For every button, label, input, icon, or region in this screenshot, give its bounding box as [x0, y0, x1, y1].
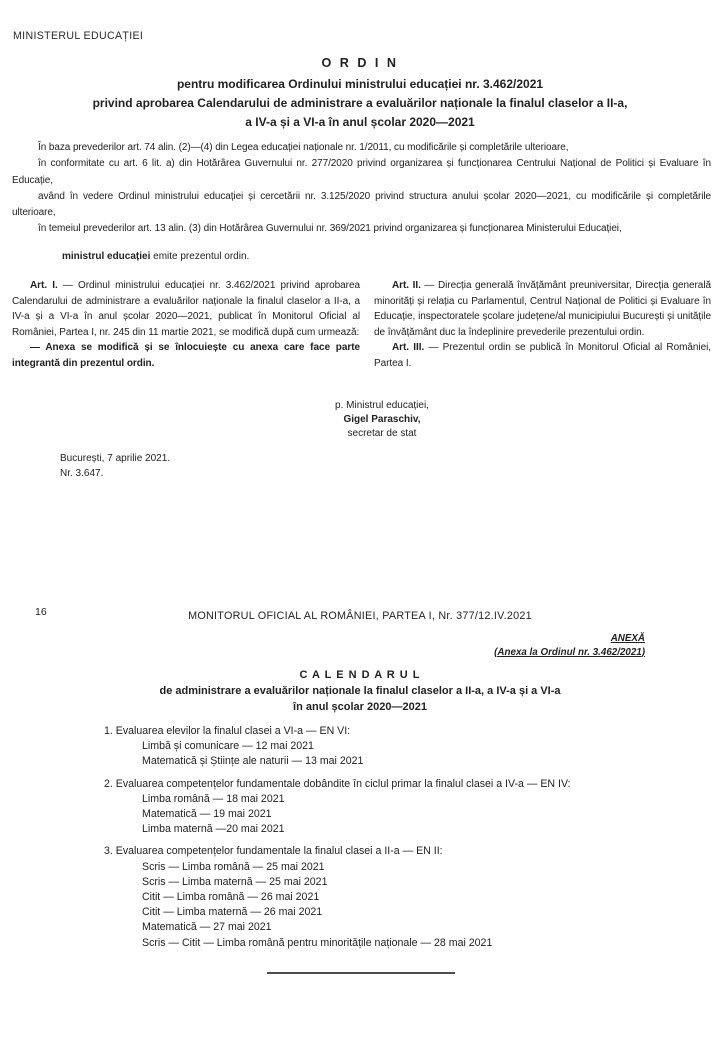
annex-heading [494, 632, 645, 659]
calendar-list [104, 724, 714, 958]
articles-column-right [374, 278, 711, 372]
calendar-entry: Scris — Citit — Limba română pentru minoritățile naționale — 28 mai 2021 [142, 936, 493, 949]
annex-reference: (Anexa la Ordinul nr. 3.462/2021) [494, 646, 645, 658]
issued-block [60, 452, 170, 482]
article-3 [374, 340, 711, 371]
calendar-item-3 [104, 844, 714, 950]
calendar-title: C A L E N D A R U L [299, 669, 421, 681]
issuing-clause-rest: emite prezentul ordin. [150, 251, 250, 262]
calendar-entry: Citit — Limba maternă — 26 mai 2021 [142, 906, 323, 919]
calendar-item-1 [104, 724, 714, 770]
article-2-label: Art. II. [392, 280, 421, 291]
article-2 [374, 278, 711, 340]
calendar-item-3-heading: 3. Evaluarea competențelor fundamentale la finalul clasei a II-a — EN II: [104, 845, 443, 858]
ministry-name: MINISTERUL EDUCAȚIEI [13, 30, 144, 42]
calendar-item-2-heading: 2. Evaluarea competențelor fundamentale dobândite în ciclul primar la finalul clasei a IV-a — EN IV: [104, 777, 571, 790]
calendar-entry: Matematică — 27 mai 2021 [142, 921, 272, 934]
page-number: 16 [35, 606, 47, 618]
calendar-entry: Matematică și Științe ale naturii — 13 mai 2021 [142, 755, 364, 768]
calendar-entry: Limba maternă —20 mai 2021 [142, 823, 285, 836]
article-1-body: — Ordinul ministrului educației nr. 3.462/2021 privind aprobarea Calendarului de administrare a evaluărilor naționale la finalul claselor a II-a, a IV-a și a VI-a în anul școlar 2020—2021, publicat în Monitorul Oficial al României, Partea I, nr. 245 din 11 martie 2021, se modifică după cum urmează: [12, 280, 360, 338]
issuing-authority: ministrul educației [62, 251, 151, 262]
preamble-paragraph-2: în conformitate cu art. 6 lit. a) din Hotărârea Guvernului nr. 277/2020 privind organizarea și funcționarea Centrului Național de Politici și Evaluare în Educație, [12, 158, 711, 186]
calendar-entry: Scris — Limba maternă — 25 mai 2021 [142, 875, 328, 888]
article-1-amendment: — Anexa se modifică și se înlocuiește cu anexa care face parte integrantă din prezentul ordin. [12, 342, 360, 369]
signature-per: p. Ministrul educației, [335, 400, 429, 411]
order-heading [0, 56, 720, 131]
signature-role: secretar de stat [347, 428, 417, 439]
order-subtitle-line-1: pentru modificarea Ordinului ministrului educației nr. 3.462/2021 [176, 77, 544, 91]
calendar-entry: Limbă și comunicare — 12 mai 2021 [142, 740, 314, 753]
order-subtitle-line-2: privind aprobarea Calendarului de administrare a evaluărilor naționale la finalul claselor a II-a, [92, 95, 628, 110]
order-subtitle-line-3: a IV-a și a VI-a în anul școlar 2020—2021 [245, 114, 475, 129]
article-1-label: Art. I. [30, 280, 58, 291]
order-title: O R D I N [321, 56, 399, 70]
article-1 [12, 278, 360, 340]
issued-place-date: București, 7 aprilie 2021. [60, 453, 171, 464]
article-3-body: — Prezentul ordin se publică în Monitorul Oficial al României, Partea I. [374, 342, 711, 369]
article-2-body: — Direcția generală învățământ preuniversitar, Direcția generală minorități și relația cu Parlamentul, Centrul Național de Politici și Evaluare în Educație, inspectoratele școlare județene/al municipiului București și unitățile de învățământ duc la îndeplinire prevederile prezentului ordin. [374, 280, 711, 338]
calendar-entry: Citit — Limba română — 26 mai 2021 [142, 891, 320, 904]
preamble-paragraph-4: în temeiul prevederilor art. 13 alin. (3) din Hotărârea Guvernului nr. 369/2021 privind organizarea și funcționarea Ministerului Educației, [38, 223, 622, 235]
running-header-title: MONITORUL OFICIAL AL ROMÂNIEI, PARTEA I, Nr. 377/12.IV.2021 [188, 610, 532, 622]
calendar-entry: Limba română — 18 mai 2021 [142, 792, 285, 805]
calendar-item-1-heading: 1. Evaluarea elevilor la finalul clasei a VI-a — EN VI: [104, 725, 351, 737]
calendar-subtitle-line-1: de administrare a evaluărilor naționale la finalul claselor a II-a, a IV-a și a VI-a [159, 685, 561, 697]
end-rule [267, 972, 455, 974]
preamble-paragraph-1: În baza prevederilor art. 74 alin. (2)—(4) din Legea educației naționale nr. 1/2011, cu modificările și completările ulterioare, [38, 142, 569, 153]
calendar-subtitle-line-2: în anul școlar 2020—2021 [293, 700, 427, 713]
calendar-heading [0, 669, 720, 716]
calendar-item-2 [104, 777, 714, 838]
calendar-entry: Scris — Limba română — 25 mai 2021 [142, 860, 325, 873]
signature-name: Gigel Paraschiv, [343, 414, 421, 425]
signature-block [0, 399, 720, 441]
preamble-paragraph-3: având în vedere Ordinul ministrului educației și cercetării nr. 3.125/2020 privind structura anului școlar 2020—2021, cu modificările și completările ulterioare, [12, 190, 711, 219]
calendar-entry: Matematică — 19 mai 2021 [142, 808, 272, 821]
issuing-clause [62, 251, 249, 262]
article-3-label: Art. III. [392, 342, 425, 354]
running-header [0, 606, 720, 624]
articles-column-left [12, 278, 360, 372]
articles-columns [12, 278, 711, 372]
preamble [12, 140, 711, 238]
annex-label: ANEXĂ [610, 633, 645, 644]
issued-number: Nr. 3.647. [60, 467, 104, 479]
